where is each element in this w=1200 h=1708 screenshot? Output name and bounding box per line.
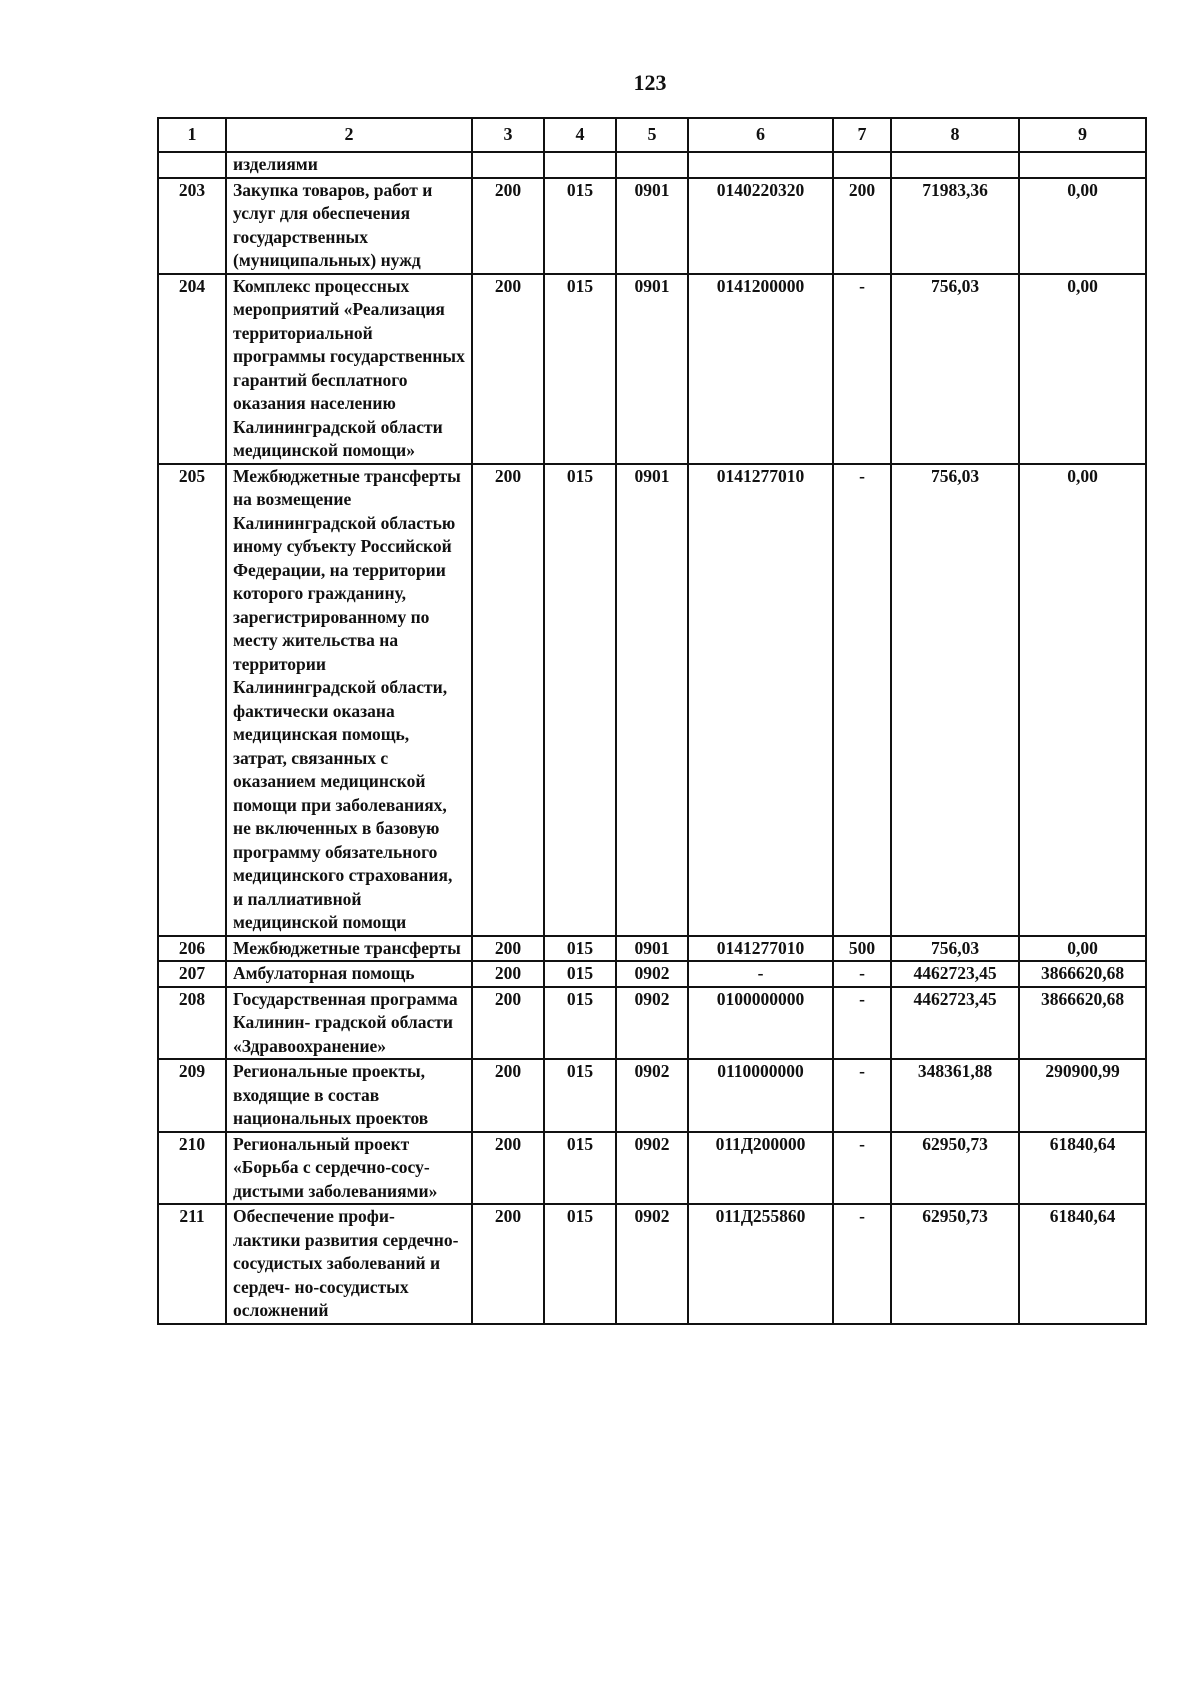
cell-col8: 756,03 [891, 464, 1019, 936]
budget-table [157, 117, 1147, 1325]
cell-col5: 0902 [616, 961, 688, 987]
cell-col4: 015 [544, 464, 616, 936]
header-cell: 5 [616, 118, 688, 152]
cell-col8: 756,03 [891, 274, 1019, 464]
table-row [158, 961, 1146, 987]
header-row [158, 118, 1146, 152]
cell-col8: 756,03 [891, 936, 1019, 962]
cell-col4: 015 [544, 1132, 616, 1205]
cell-col9: 0,00 [1019, 274, 1146, 464]
row-number: 206 [158, 936, 226, 962]
row-name: Государственная программа Калинин- градской области «Здравоохранение» [226, 987, 472, 1060]
row-name: Обеспечение профи- лактики развития сердечно-сосудистых заболеваний и сердеч- но-сосудистых осложнений [226, 1204, 472, 1324]
cell-col6: 0141200000 [688, 274, 833, 464]
cell-col5: 0902 [616, 1132, 688, 1205]
table-row [158, 1059, 1146, 1132]
row-number: 203 [158, 178, 226, 274]
table-row [158, 464, 1146, 936]
row-name: Региональные проекты, входящие в состав национальных проектов [226, 1059, 472, 1132]
cell-col4: 015 [544, 961, 616, 987]
row-name: Комплекс процессных мероприятий «Реализация территориальной программы государственных гарантий бесплатного оказания населению Калининградской области медицинской помощи» [226, 274, 472, 464]
row-number: 209 [158, 1059, 226, 1132]
cell-col4: 015 [544, 1204, 616, 1324]
cell-col5: 0901 [616, 274, 688, 464]
cell-col9: 61840,64 [1019, 1132, 1146, 1205]
cell-col3: 200 [472, 987, 544, 1060]
cell-col7: - [833, 1132, 891, 1205]
page-number: 123 [633, 70, 667, 95]
cell-col7: - [833, 1204, 891, 1324]
cell-col8: 71983,36 [891, 178, 1019, 274]
row-number: 211 [158, 1204, 226, 1324]
cell-col6: 011Д200000 [688, 1132, 833, 1205]
cell-col7: - [833, 961, 891, 987]
cell-col7: - [833, 274, 891, 464]
cell-col9: 61840,64 [1019, 1204, 1146, 1324]
cell-col6: 0140220320 [688, 178, 833, 274]
header-cell: 3 [472, 118, 544, 152]
row-name: Региональный проект «Борьба с сердечно-сосу- дистыми заболеваниями» [226, 1132, 472, 1205]
cell-col9: 0,00 [1019, 936, 1146, 962]
header-cell: 9 [1019, 118, 1146, 152]
cell-col7: 500 [833, 936, 891, 962]
header-cell: 4 [544, 118, 616, 152]
cell-col5: 0902 [616, 987, 688, 1060]
continuation-text: изделиями [226, 152, 472, 178]
cell-col6: 0110000000 [688, 1059, 833, 1132]
cell-col3: 200 [472, 178, 544, 274]
row-name: Межбюджетные трансферты [226, 936, 472, 962]
cell-col4: 015 [544, 936, 616, 962]
table-row [158, 1204, 1146, 1324]
table-row [158, 274, 1146, 464]
cell-col3: 200 [472, 274, 544, 464]
row-name: Закупка товаров, работ и услуг для обеспечения государственных (муниципальных) нужд [226, 178, 472, 274]
cell-col4: 015 [544, 274, 616, 464]
header-cell: 2 [226, 118, 472, 152]
cell-col7: - [833, 1059, 891, 1132]
table-row [158, 1132, 1146, 1205]
row-name: Межбюджетные трансферты на возмещение Калининградской областью иному субъекту Российской Федерации, на территории которого гражданину, зарегистрированному по месту жительства на территории Калининградской области, фактически оказана медицинская помощь, затрат, связанных с оказанием медицинской помощи при заболеваниях, не включенных в базовую программу обязательного медицинского страхования, и паллиативной медицинской помощи [226, 464, 472, 936]
header-cell: 1 [158, 118, 226, 152]
cell-col6: 0141277010 [688, 464, 833, 936]
cell-col3: 200 [472, 464, 544, 936]
header-cell: 7 [833, 118, 891, 152]
cell-col4: 015 [544, 987, 616, 1060]
cell-col5: 0901 [616, 464, 688, 936]
row-name: Амбулаторная помощь [226, 961, 472, 987]
row-number: 208 [158, 987, 226, 1060]
cell-col6: 0141277010 [688, 936, 833, 962]
row-number: 210 [158, 1132, 226, 1205]
cell-col9: 0,00 [1019, 464, 1146, 936]
cell-col6: 011Д255860 [688, 1204, 833, 1324]
cell-col6: - [688, 961, 833, 987]
cell-col5: 0902 [616, 1204, 688, 1324]
cell-col3: 200 [472, 1059, 544, 1132]
cell-col8: 62950,73 [891, 1132, 1019, 1205]
row-number: 204 [158, 274, 226, 464]
row-number: 205 [158, 464, 226, 936]
table-body [158, 152, 1146, 1324]
cell-col3: 200 [472, 936, 544, 962]
row-number: 207 [158, 961, 226, 987]
continuation-row [158, 152, 1146, 178]
cell-col8: 348361,88 [891, 1059, 1019, 1132]
header-cell: 8 [891, 118, 1019, 152]
cell-col7: - [833, 464, 891, 936]
cell-col8: 62950,73 [891, 1204, 1019, 1324]
cell-col6: 0100000000 [688, 987, 833, 1060]
cell-col7: 200 [833, 178, 891, 274]
table-row [158, 936, 1146, 962]
table-row [158, 987, 1146, 1060]
cell-col5: 0902 [616, 1059, 688, 1132]
cell-col3: 200 [472, 1132, 544, 1205]
cell-col9: 0,00 [1019, 178, 1146, 274]
cell-col8: 4462723,45 [891, 961, 1019, 987]
cell-col5: 0901 [616, 936, 688, 962]
cell-col9: 3866620,68 [1019, 961, 1146, 987]
cell-col7: - [833, 987, 891, 1060]
cell-col9: 290900,99 [1019, 1059, 1146, 1132]
cell-col4: 015 [544, 178, 616, 274]
table-row [158, 178, 1146, 274]
header-cell: 6 [688, 118, 833, 152]
cell-col5: 0901 [616, 178, 688, 274]
cell-col8: 4462723,45 [891, 987, 1019, 1060]
cell-col4: 015 [544, 1059, 616, 1132]
cell-col3: 200 [472, 1204, 544, 1324]
cell-col9: 3866620,68 [1019, 987, 1146, 1060]
cell-col3: 200 [472, 961, 544, 987]
